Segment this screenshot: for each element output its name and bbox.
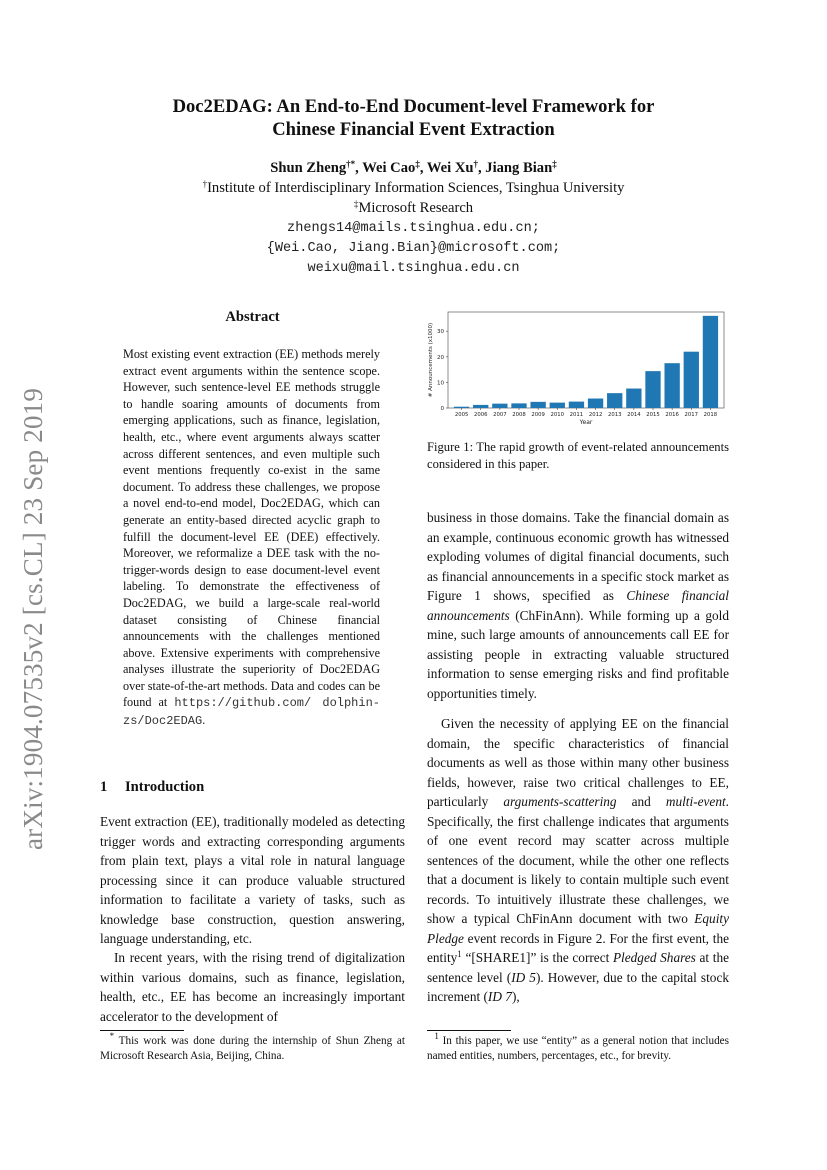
bar-2018 <box>703 316 718 408</box>
affiliation-text: Microsoft Research <box>358 200 474 216</box>
plot-frame <box>448 312 724 408</box>
section-number: 1 <box>100 779 108 795</box>
x-tick-label: 2018 <box>703 412 718 418</box>
bar-2006 <box>473 405 488 408</box>
email-2: {Wei.Cao, Jiang.Bian}@microsoft.com; <box>266 241 561 256</box>
paper-title <box>0 95 827 141</box>
x-tick-label: 2015 <box>646 412 660 418</box>
figure-1-chart <box>420 308 730 430</box>
code-link[interactable]: https://github.com/ dolphin-zs/Doc2EDAG <box>123 696 380 729</box>
x-tick-label: 2007 <box>493 412 507 418</box>
x-tick-label: 2011 <box>569 412 584 418</box>
footnote-text: This work was done during the internship of Shun Zheng at Microsoft Research Asia, Beijing, China. <box>100 1035 406 1062</box>
text-run: at the sentence level ( <box>427 950 729 985</box>
affiliation-microsoft <box>0 198 827 218</box>
email-3: weixu@mail.tsinghua.edu.cn <box>307 261 520 276</box>
abstract-body <box>123 346 380 730</box>
x-tick-label: 2013 <box>607 412 622 418</box>
emphasis: multi-event <box>665 794 726 809</box>
bar-2010 <box>550 403 565 408</box>
text-run: “[SHARE1]” is the correct <box>461 950 613 965</box>
author-name: Shun Zheng <box>270 160 347 176</box>
x-tick-label: 2009 <box>531 412 545 418</box>
author-name: Wei Cao <box>362 160 416 176</box>
x-axis-label: Year <box>579 419 593 426</box>
email-1: zhengs14@mails.tsinghua.edu.cn; <box>287 221 540 236</box>
footnote-mark: * <box>109 1031 115 1041</box>
author-list: Shun Zheng†*, Wei Cao‡, Wei Xu†, Jiang Bian‡ <box>270 159 557 176</box>
x-tick-label: 2006 <box>473 412 488 418</box>
bar-2016 <box>664 363 679 408</box>
x-tick-label: 2008 <box>512 412 526 418</box>
emphasis: Chinese financial announcements <box>427 588 729 623</box>
affiliation-mark: ‡ <box>353 199 359 209</box>
text-run: ), <box>511 989 520 1004</box>
section-title: Introduction <box>125 779 205 795</box>
abstract-text: Most existing event extraction (EE) methods merely extract event arguments within the sentence scope. However, such sentence-level EE methods struggle to handle soaring amounts of documents from emerging applications, such as finance, legislation, health, etc., where event arguments always scatter across different sentences, and even multiple such event mentions frequently co-exist in the same document. To address these challenges, we propose a novel end-to-end model, Doc2EDAG, which can generate an entity-based directed acyclic graph to fulfill the document-level EE (DEE) effectively. Moreover, we reformalize a DEE task with the no-trigger-words design to ease document-level event labeling. To demonstrate the effectiveness of Doc2EDAG, we build a large-scale real-world dataset consisting of Chinese financial announcements with the challenges mentioned above. Extensive experiments with comprehensive analyses illustrate the superiority of Doc2EDAG over state-of-the-art methods. Data and codes can be found at <box>123 347 380 710</box>
footnote-internship <box>100 1031 406 1064</box>
author-mark: † <box>473 159 478 169</box>
emphasis: Pledged Shares <box>612 950 696 965</box>
footnote-entity <box>427 1031 729 1064</box>
bar-2007 <box>492 404 507 408</box>
x-tick-label: 2014 <box>627 412 641 418</box>
arxiv-stamp: arXiv:1904.07535v2 [cs.CL] 23 Sep 2019 <box>18 387 48 850</box>
y-tick-label: 30 <box>437 329 444 336</box>
x-tick-label: 2016 <box>665 412 679 418</box>
bar-2017 <box>684 352 699 408</box>
author-mark: ‡ <box>552 159 557 169</box>
emphasis: ID 5 <box>511 969 536 985</box>
affiliation-tsinghua <box>0 178 827 198</box>
emphasis: Equity Pledge <box>427 911 729 946</box>
author-mark: ‡ <box>415 159 420 169</box>
x-tick-label: 2012 <box>588 412 603 418</box>
abstract-end: . <box>202 713 206 728</box>
footnote-ref: 1 <box>457 949 462 959</box>
bar-2005 <box>454 407 469 408</box>
footnote-text: In this paper, we use “entity” as a general notion that includes named entities, numbers, percentages, etc., for brevity. <box>427 1035 729 1062</box>
text-run: event records in Figure 2. For the first event, the entity <box>427 930 729 965</box>
intro-paragraph-4 <box>427 714 729 1007</box>
emphasis: ID 7 <box>487 989 512 1004</box>
x-tick-label: 2005 <box>454 412 469 418</box>
bar-2015 <box>645 371 660 408</box>
y-tick-label: 10 <box>437 380 444 387</box>
bar-2009 <box>530 402 545 408</box>
text-run: business in those domains. Take the financial domain as an example, continuous economic growth has witnessed exploding volumes of digital financial documents, such as financial announcements in a specific stock market as Figure 1 shows, specified as <box>427 510 729 603</box>
y-tick-label: 20 <box>437 354 444 361</box>
bar-2012 <box>588 399 603 408</box>
emphasis: arguments-scattering <box>503 794 617 809</box>
figure-1-caption: Figure 1: The rapid growth of event-related announcements considered in this paper. <box>427 440 729 471</box>
footnote-rule <box>427 1030 511 1031</box>
y-tick-label: 0 <box>440 406 444 412</box>
bar-2011 <box>569 402 584 408</box>
text-run: . Specifically, the first challenge indicates that arguments of one event record may scatter across multiple sentences of the document, while the other one reflects that a document is likely to contain multiple such event records. To intuitively illustrate these challenges, we show a typical ChFinAnn document with two <box>427 794 729 926</box>
intro-paragraph-2: In recent years, with the rising trend of digitalization within various domains, such as finance, legislation, health, etc., EE has become an increasingly important accelerator to the development of <box>100 950 405 1024</box>
affiliation-text: Institute of Interdisciplinary Information Sciences, Tsinghua University <box>207 180 625 196</box>
section-heading-introduction <box>100 779 204 796</box>
abstract-heading: Abstract <box>225 309 280 325</box>
intro-paragraph-3 <box>427 508 729 703</box>
affiliation-mark: † <box>202 179 208 189</box>
text-run: (ChFinAnn). While forming up a gold mine, such large amounts of announcements call EE for assisting people in extracting valuable structured information to sense emerging risks and find profitable opportunities timely. <box>427 607 729 701</box>
bar-2008 <box>511 403 526 408</box>
footnote-mark: 1 <box>434 1031 439 1041</box>
y-axis-label: # Announcements (x1000) <box>428 322 434 398</box>
author-mark: †* <box>346 159 356 169</box>
intro-paragraph-1: Event extraction (EE), traditionally modeled as detecting trigger words and extracting corresponding arguments from plain text, plays a vital role in natural language processing since it can produce valuable structured information to facilitate a variety of tasks, such as knowledge base construction, question answering, language understanding, etc. <box>100 814 405 946</box>
x-tick-label: 2010 <box>550 412 565 418</box>
author-name: Wei Xu <box>426 160 474 176</box>
bar-2013 <box>607 393 622 408</box>
bar-2014 <box>626 389 641 408</box>
bar-chart <box>420 308 730 430</box>
text-run: and <box>616 794 666 809</box>
author-name: Jiang Bian <box>485 160 553 176</box>
text-run: Given the necessity of applying EE on the financial domain, the specific characteristics of financial documents as well as those within many other business fields, however, raise two critical challenges to EE, particularly <box>427 716 729 809</box>
title-line-2: Chinese Financial Event Extraction <box>272 119 555 140</box>
x-tick-label: 2017 <box>684 412 699 418</box>
text-run: ). However, due to the capital stock increment ( <box>427 969 729 1004</box>
title-line-1: Doc2EDAG: An End-to-End Document-level Framework for <box>172 96 655 117</box>
